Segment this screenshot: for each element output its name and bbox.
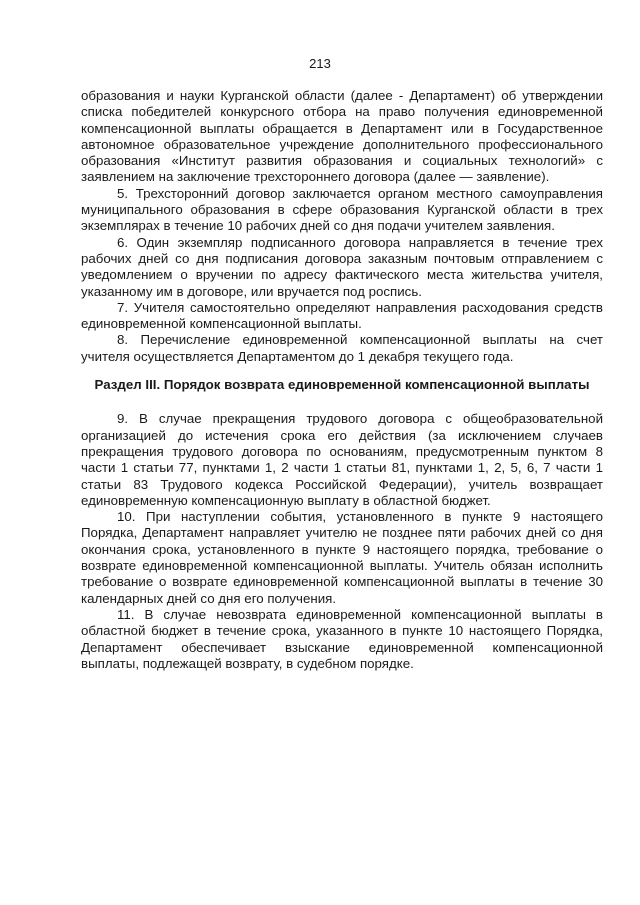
paragraph-7: 7. Учителя самостоятельно определяют направления расходования средств единовременной компенсационной выплаты. — [81, 299, 603, 332]
paragraph-5: 5. Трехсторонний договор заключается органом местного самоуправления муниципального образования в сфере образования Курганской области в трех экземплярах в течение 10 рабочих дней со дня подачи учителем заявления. — [81, 185, 603, 234]
section-title: Раздел III. Порядок возврата единовременной компенсационной выплаты — [94, 377, 590, 393]
paragraph-10: 10. При наступлении события, установленного в пункте 9 настоящего Порядка, Департамент направляет учителю не позднее пяти рабочих дней со дня окончания срока, установленного в пункте 9 настоящего порядка, требование о возврате единовременной компенсационной выплаты. Учитель обязан исполнить требование о возврате единовременной компенсационной выплаты в течение 30 календарных дней со дня его получения. — [81, 509, 603, 606]
paragraph-11: 11. В случае невозврата единовременной компенсационной выплаты в областной бюджет в течение срока, указанного в пункте 10 настоящего Порядка, Департамент обеспечивает взыскание единовременной компенсационной выплаты, подлежащей возврату, в судебном порядке. — [81, 606, 603, 671]
document-body — [81, 88, 603, 672]
paragraph-9: 9. В случае прекращения трудового договора с общеобразовательной организацией до истечения срока его действия (за исключением случаев прекращения трудового договора по основаниям, предусмотренным пунктом 8 части 1 статьи 77, пунктами 1, 2 части 1 статьи 81, пунктами 1, 2, 5, 6, 7 части 1 статьи 83 Трудового кодекса Российской Федерации), учитель возвращает единовременную компенсационную выплату в областной бюджет. — [81, 411, 603, 508]
paragraph-8: 8. Перечисление единовременной компенсационной выплаты на счет учителя осуществляется Департаментом до 1 декабря текущего года. — [81, 332, 603, 364]
paragraph-6: 6. Один экземпляр подписанного договора направляется в течение трех рабочих дней со дня подписания договора заказным почтовым отправлением с уведомлением о вручении по адресу фактического места жительства учителя, указанному им в договоре, или вручается под роспись. — [81, 234, 603, 299]
paragraph-continued: образования и науки Курганской области (далее - Департамент) об утверждении списка победителей конкурсного отбора на право получения единовременной компенсационной выплаты обращается в Департамент или в Государственное автономное образовательное учреждение дополнительного профессионального образования «Институт развития образования и социальных технологий» с заявлением на заключение трехстороннего договора (далее — заявление). — [81, 88, 603, 185]
page-number: 213 — [309, 56, 331, 71]
